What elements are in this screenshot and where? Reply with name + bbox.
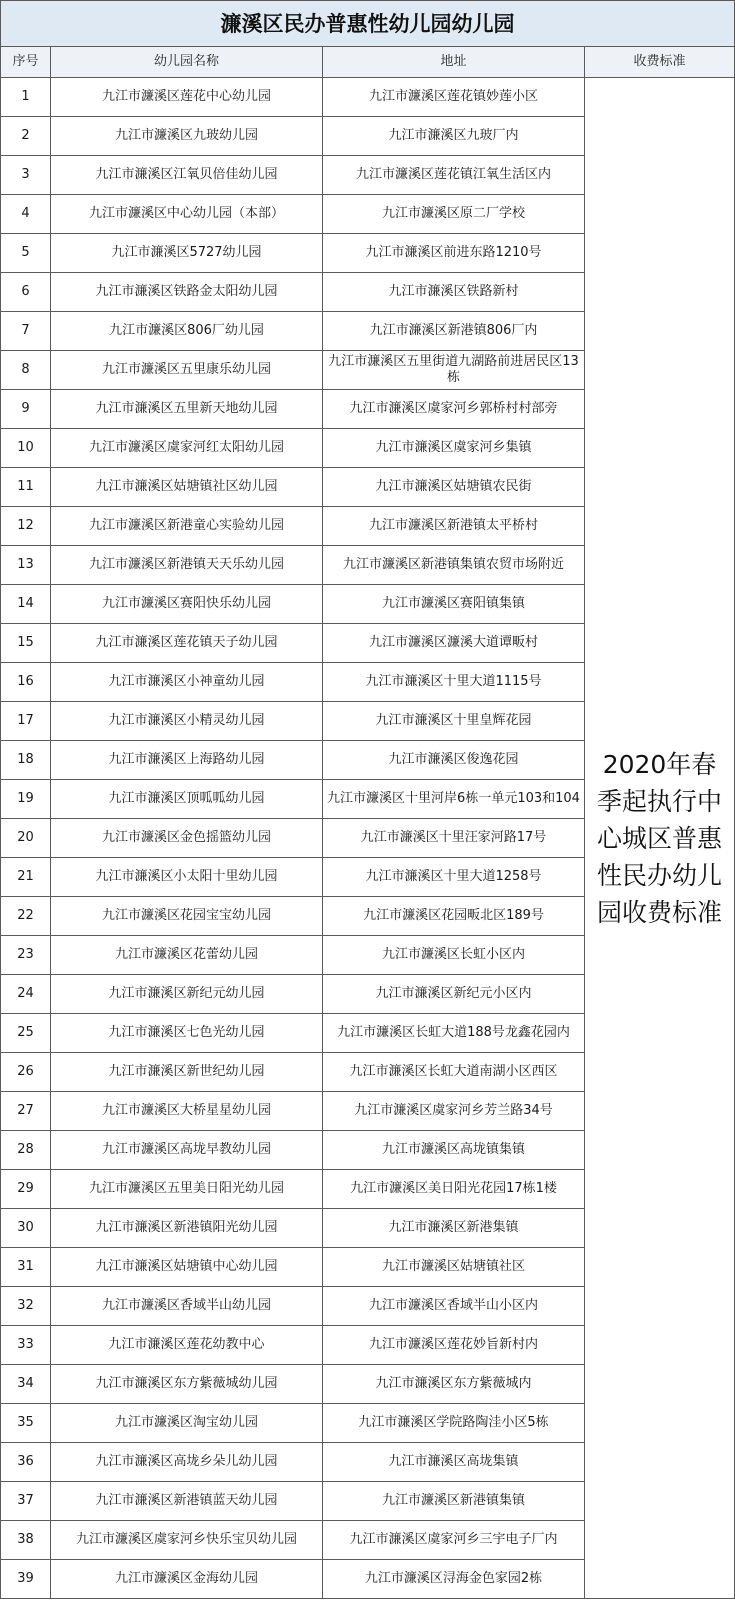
row-serial: 16 bbox=[1, 663, 51, 702]
title-row bbox=[1, 1, 735, 47]
row-address: 九江市濂溪区十里大道1115号 bbox=[323, 663, 585, 702]
row-serial: 29 bbox=[1, 1170, 51, 1209]
row-address: 九江市濂溪区长虹大道南湖小区西区 bbox=[323, 1053, 585, 1092]
row-kindergarten-name: 九江市濂溪区莲花镇天子幼儿园 bbox=[51, 624, 323, 663]
row-serial: 21 bbox=[1, 858, 51, 897]
row-address: 九江市濂溪区姑塘镇社区 bbox=[323, 1248, 585, 1287]
header-address: 地址 bbox=[323, 47, 585, 78]
row-kindergarten-name: 九江市濂溪区高垅乡朵儿幼儿园 bbox=[51, 1443, 323, 1482]
row-kindergarten-name: 九江市濂溪区高垅早教幼儿园 bbox=[51, 1131, 323, 1170]
row-kindergarten-name: 九江市濂溪区九玻幼儿园 bbox=[51, 117, 323, 156]
header-row bbox=[1, 47, 735, 78]
row-kindergarten-name: 九江市濂溪区新纪元幼儿园 bbox=[51, 975, 323, 1014]
row-kindergarten-name: 九江市濂溪区赛阳快乐幼儿园 bbox=[51, 585, 323, 624]
row-kindergarten-name: 九江市濂溪区五里康乐幼儿园 bbox=[51, 351, 323, 390]
row-address: 九江市濂溪区长虹小区内 bbox=[323, 936, 585, 975]
row-kindergarten-name: 九江市濂溪区花园宝宝幼儿园 bbox=[51, 897, 323, 936]
row-kindergarten-name: 九江市濂溪区小太阳十里幼儿园 bbox=[51, 858, 323, 897]
table-row bbox=[1, 78, 735, 117]
row-address: 九江市濂溪区虞家河乡芳兰路34号 bbox=[323, 1092, 585, 1131]
row-serial: 12 bbox=[1, 507, 51, 546]
header-serial: 序号 bbox=[1, 47, 51, 78]
row-kindergarten-name: 九江市濂溪区姑塘镇中心幼儿园 bbox=[51, 1248, 323, 1287]
row-serial: 35 bbox=[1, 1404, 51, 1443]
row-serial: 17 bbox=[1, 702, 51, 741]
row-address: 九江市濂溪区前进东路1210号 bbox=[323, 234, 585, 273]
row-kindergarten-name: 九江市濂溪区新港镇天天乐幼儿园 bbox=[51, 546, 323, 585]
row-kindergarten-name: 九江市濂溪区小精灵幼儿园 bbox=[51, 702, 323, 741]
row-address: 九江市濂溪区高垅镇集镇 bbox=[323, 1131, 585, 1170]
row-address: 九江市濂溪区十里皇辉花园 bbox=[323, 702, 585, 741]
row-kindergarten-name: 九江市濂溪区大桥星星幼儿园 bbox=[51, 1092, 323, 1131]
row-address: 九江市濂溪区赛阳镇集镇 bbox=[323, 585, 585, 624]
row-address: 九江市濂溪区新港镇太平桥村 bbox=[323, 507, 585, 546]
row-address: 九江市濂溪区濂溪大道谭畈村 bbox=[323, 624, 585, 663]
row-address: 九江市濂溪区花园畈北区189号 bbox=[323, 897, 585, 936]
row-serial: 8 bbox=[1, 351, 51, 390]
row-kindergarten-name: 九江市濂溪区新港镇阳光幼儿园 bbox=[51, 1209, 323, 1248]
row-serial: 15 bbox=[1, 624, 51, 663]
row-kindergarten-name: 九江市濂溪区五里新天地幼儿园 bbox=[51, 390, 323, 429]
row-kindergarten-name: 九江市濂溪区江氧贝倍佳幼儿园 bbox=[51, 156, 323, 195]
row-serial: 32 bbox=[1, 1287, 51, 1326]
row-kindergarten-name: 九江市濂溪区莲花幼教中心 bbox=[51, 1326, 323, 1365]
row-serial: 34 bbox=[1, 1365, 51, 1404]
row-kindergarten-name: 九江市濂溪区新港童心实验幼儿园 bbox=[51, 507, 323, 546]
row-address: 九江市濂溪区新港镇集镇农贸市场附近 bbox=[323, 546, 585, 585]
row-serial: 10 bbox=[1, 429, 51, 468]
fee-standard-note: 2020年春季起执行中心城区普惠性民办幼儿园收费标准 bbox=[585, 78, 735, 1599]
row-address: 九江市濂溪区莲花妙旨新村内 bbox=[323, 1326, 585, 1365]
row-kindergarten-name: 九江市濂溪区香域半山幼儿园 bbox=[51, 1287, 323, 1326]
row-address: 九江市濂溪区长虹大道188号龙鑫花园内 bbox=[323, 1014, 585, 1053]
row-address: 九江市濂溪区虞家河乡集镇 bbox=[323, 429, 585, 468]
row-address: 九江市濂溪区姑塘镇农民街 bbox=[323, 468, 585, 507]
row-address: 九江市濂溪区十里大道1258号 bbox=[323, 858, 585, 897]
row-serial: 7 bbox=[1, 312, 51, 351]
row-kindergarten-name: 九江市濂溪区新港镇蓝天幼儿园 bbox=[51, 1482, 323, 1521]
row-kindergarten-name: 九江市濂溪区5727幼儿园 bbox=[51, 234, 323, 273]
row-address: 九江市濂溪区新港镇806厂内 bbox=[323, 312, 585, 351]
row-kindergarten-name: 九江市濂溪区东方紫薇城幼儿园 bbox=[51, 1365, 323, 1404]
row-address: 九江市濂溪区虞家河乡郭桥村村部旁 bbox=[323, 390, 585, 429]
row-address: 九江市濂溪区学院路陶洼小区5栋 bbox=[323, 1404, 585, 1443]
row-kindergarten-name: 九江市濂溪区虞家河红太阳幼儿园 bbox=[51, 429, 323, 468]
row-kindergarten-name: 九江市濂溪区莲花中心幼儿园 bbox=[51, 78, 323, 117]
row-kindergarten-name: 九江市濂溪区姑塘镇社区幼儿园 bbox=[51, 468, 323, 507]
row-serial: 26 bbox=[1, 1053, 51, 1092]
row-serial: 38 bbox=[1, 1521, 51, 1560]
header-fee-standard: 收费标准 bbox=[585, 47, 735, 78]
row-kindergarten-name: 九江市濂溪区新世纪幼儿园 bbox=[51, 1053, 323, 1092]
row-address: 九江市濂溪区铁路新村 bbox=[323, 273, 585, 312]
row-serial: 19 bbox=[1, 780, 51, 819]
row-serial: 5 bbox=[1, 234, 51, 273]
row-serial: 37 bbox=[1, 1482, 51, 1521]
row-address: 九江市濂溪区五里街道九湖路前进居民区13栋 bbox=[323, 351, 585, 390]
row-address: 九江市濂溪区美日阳光花园17栋1楼 bbox=[323, 1170, 585, 1209]
row-serial: 36 bbox=[1, 1443, 51, 1482]
row-address: 九江市濂溪区十里汪家河路17号 bbox=[323, 819, 585, 858]
row-kindergarten-name: 九江市濂溪区虞家河乡快乐宝贝幼儿园 bbox=[51, 1521, 323, 1560]
row-address: 九江市濂溪区十里河岸6栋一单元103和104 bbox=[323, 780, 585, 819]
row-serial: 13 bbox=[1, 546, 51, 585]
row-kindergarten-name: 九江市濂溪区上海路幼儿园 bbox=[51, 741, 323, 780]
row-address: 九江市濂溪区高垅集镇 bbox=[323, 1443, 585, 1482]
row-kindergarten-name: 九江市濂溪区铁路金太阳幼儿园 bbox=[51, 273, 323, 312]
row-address: 九江市濂溪区新纪元小区内 bbox=[323, 975, 585, 1014]
row-address: 九江市濂溪区原二厂学校 bbox=[323, 195, 585, 234]
row-address: 九江市濂溪区新港集镇 bbox=[323, 1209, 585, 1248]
row-kindergarten-name: 九江市濂溪区七色光幼儿园 bbox=[51, 1014, 323, 1053]
row-kindergarten-name: 九江市濂溪区小神童幼儿园 bbox=[51, 663, 323, 702]
row-kindergarten-name: 九江市濂溪区金色摇篮幼儿园 bbox=[51, 819, 323, 858]
row-serial: 25 bbox=[1, 1014, 51, 1053]
row-kindergarten-name: 九江市濂溪区806厂幼儿园 bbox=[51, 312, 323, 351]
header-kindergarten-name: 幼儿园名称 bbox=[51, 47, 323, 78]
row-kindergarten-name: 九江市濂溪区五里美日阳光幼儿园 bbox=[51, 1170, 323, 1209]
row-serial: 39 bbox=[1, 1560, 51, 1599]
row-serial: 31 bbox=[1, 1248, 51, 1287]
row-address: 九江市濂溪区新港镇集镇 bbox=[323, 1482, 585, 1521]
row-address: 九江市濂溪区莲花镇江氧生活区内 bbox=[323, 156, 585, 195]
row-serial: 24 bbox=[1, 975, 51, 1014]
row-serial: 11 bbox=[1, 468, 51, 507]
row-serial: 9 bbox=[1, 390, 51, 429]
row-serial: 14 bbox=[1, 585, 51, 624]
row-address: 九江市濂溪区九玻厂内 bbox=[323, 117, 585, 156]
row-kindergarten-name: 九江市濂溪区金海幼儿园 bbox=[51, 1560, 323, 1599]
row-address: 九江市濂溪区香域半山小区内 bbox=[323, 1287, 585, 1326]
row-kindergarten-name: 九江市濂溪区顶呱呱幼儿园 bbox=[51, 780, 323, 819]
row-address: 九江市濂溪区虞家河乡三宇电子厂内 bbox=[323, 1521, 585, 1560]
row-serial: 18 bbox=[1, 741, 51, 780]
row-serial: 28 bbox=[1, 1131, 51, 1170]
row-serial: 1 bbox=[1, 78, 51, 117]
row-address: 九江市濂溪区莲花镇妙莲小区 bbox=[323, 78, 585, 117]
row-serial: 33 bbox=[1, 1326, 51, 1365]
row-kindergarten-name: 九江市濂溪区花蕾幼儿园 bbox=[51, 936, 323, 975]
row-serial: 30 bbox=[1, 1209, 51, 1248]
row-serial: 22 bbox=[1, 897, 51, 936]
row-kindergarten-name: 九江市濂溪区中心幼儿园（本部） bbox=[51, 195, 323, 234]
row-serial: 4 bbox=[1, 195, 51, 234]
table-title: 濂溪区民办普惠性幼儿园幼儿园 bbox=[1, 1, 735, 47]
row-serial: 2 bbox=[1, 117, 51, 156]
row-kindergarten-name: 九江市濂溪区淘宝幼儿园 bbox=[51, 1404, 323, 1443]
row-serial: 6 bbox=[1, 273, 51, 312]
row-address: 九江市濂溪区东方紫薇城内 bbox=[323, 1365, 585, 1404]
row-serial: 27 bbox=[1, 1092, 51, 1131]
row-address: 九江市濂溪区俊逸花园 bbox=[323, 741, 585, 780]
row-address: 九江市濂溪区浔海金色家园2栋 bbox=[323, 1560, 585, 1599]
row-serial: 3 bbox=[1, 156, 51, 195]
row-serial: 23 bbox=[1, 936, 51, 975]
row-serial: 20 bbox=[1, 819, 51, 858]
